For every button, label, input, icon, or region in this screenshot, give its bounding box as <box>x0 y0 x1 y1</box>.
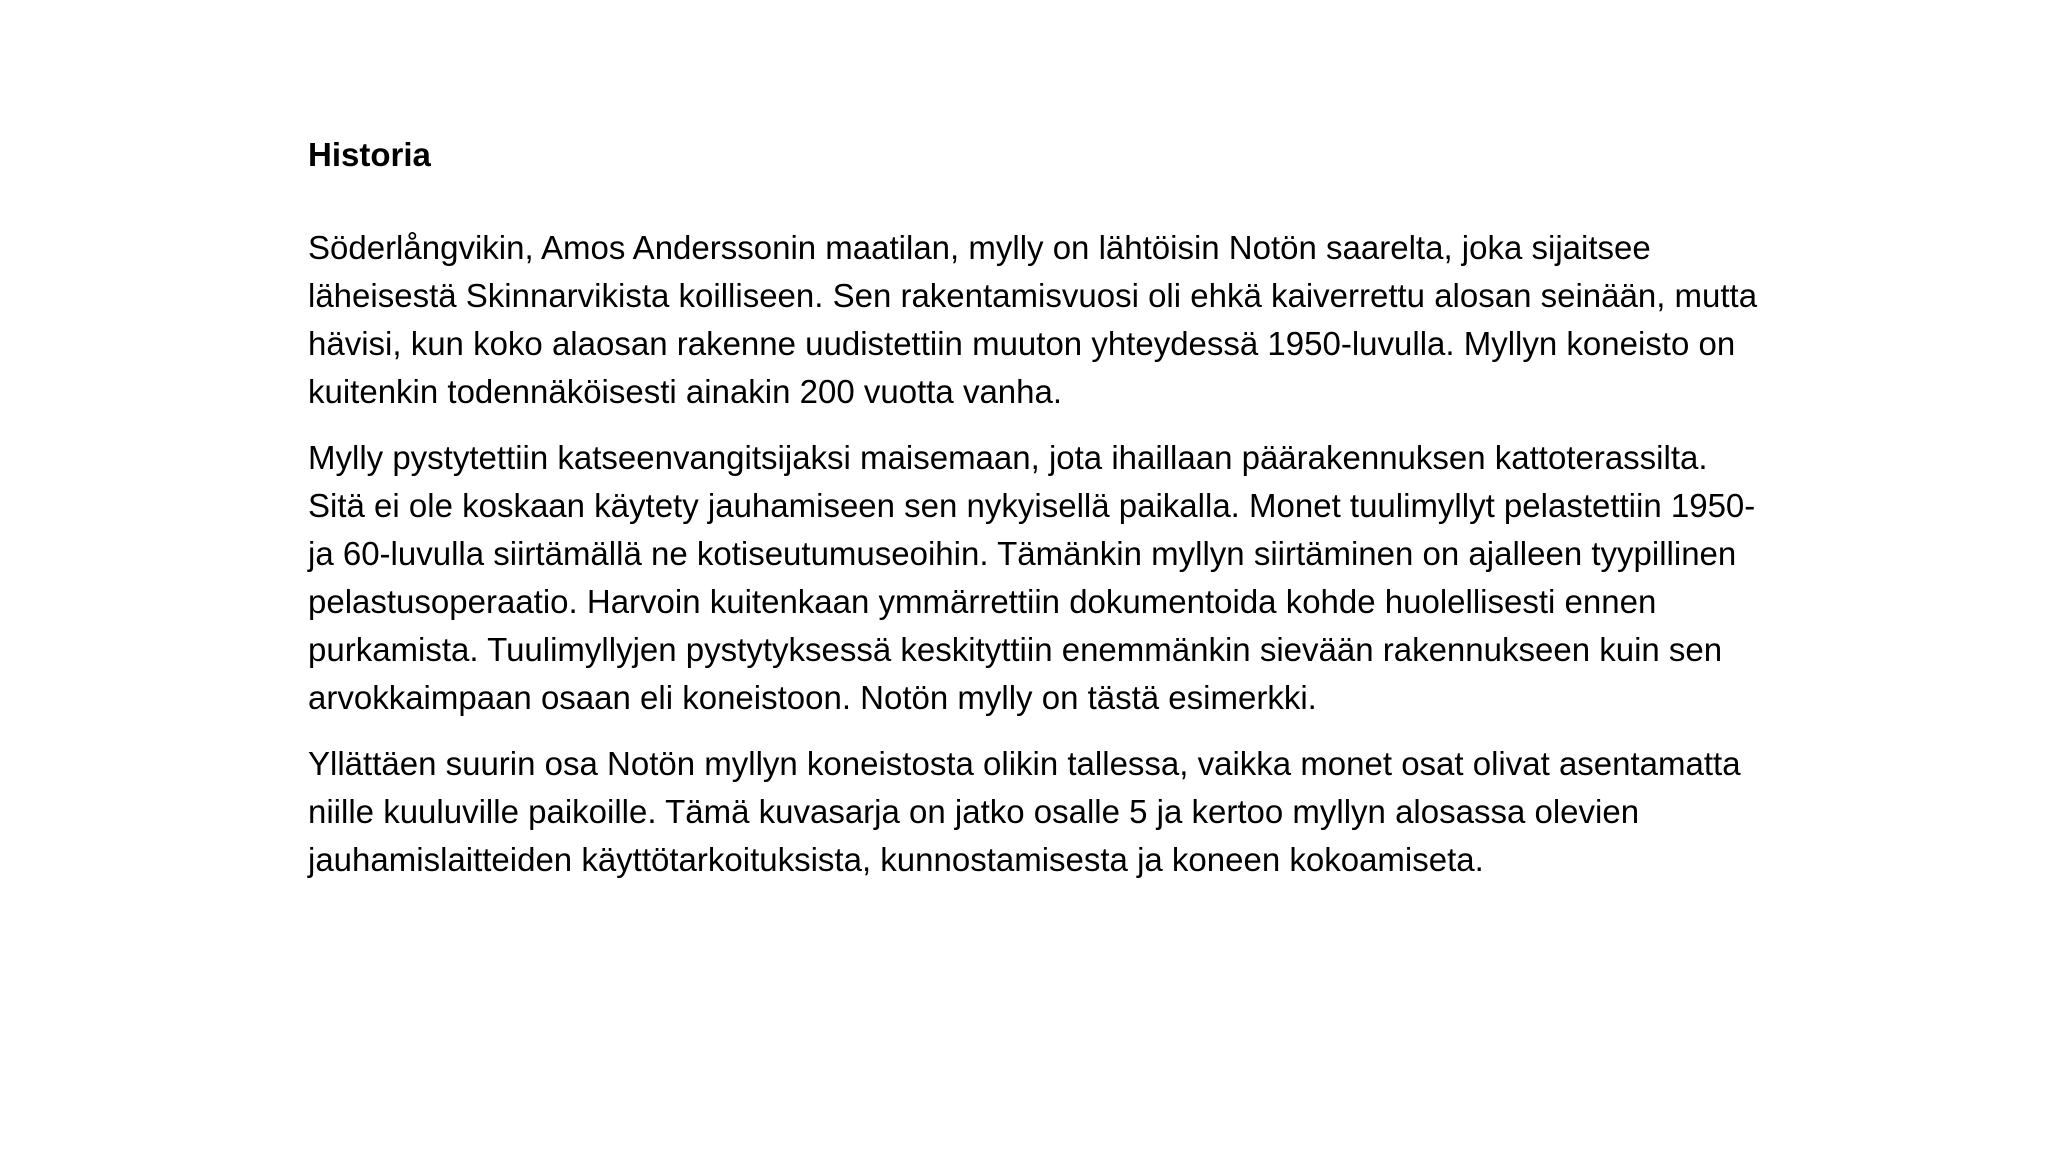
paragraph-1: Söderlångvikin, Amos Anderssonin maatilan, mylly on lähtöisin Notön saarelta, joka sijaitsee läheisestä Skinnarvikista koilliseen. Sen rakentamisvuosi oli ehkä kaiverrettu alosan seinään, mutta hävisi, kun koko alaosan rakenne uudistettiin muuton yhteydessä 1950-luvulla. Myllyn koneisto on kuitenkin todennäköisesti ainakin 200 vuotta vanha. <box>308 229 1758 410</box>
paragraph-3: Yllättäen suurin osa Notön myllyn koneistosta olikin tallessa, vaikka monet osat olivat asentamatta niille kuuluville paikoille. Tämä kuvasarja on jatko osalle 5 ja kertoo myllyn alosassa olevien jauhamislaitteiden käyttötarkoituksista, kunnostamisesta ja koneen kokoamiseta. <box>308 745 1741 878</box>
section-heading: Historia <box>308 136 431 173</box>
text-body <box>308 128 1888 902</box>
paragraph-2: Mylly pystytettiin katseenvangitsijaksi maisemaan, jota ihaillaan päärakennuksen kattoterassilta. Sitä ei ole koskaan käytety jauhamiseen sen nykyisellä paikalla. Monet tuulimyllyt pelastettiin 1950- ja 60-luvulla siirtämällä ne kotiseutumuseoihin. Tämänkin myllyn siirtäminen on ajalleen tyypillinen pelastusoperaatio. Harvoin kuitenkaan ymmärrettiin dokumentoida kohde huolellisesti ennen purkamista. Tuulimyllyjen pystytyksessä keskityttiin enemmänkin sievään rakennukseen kuin sen arvokkaimpaan osaan eli koneistoon. Notön mylly on tästä esimerkki. <box>308 439 1756 716</box>
